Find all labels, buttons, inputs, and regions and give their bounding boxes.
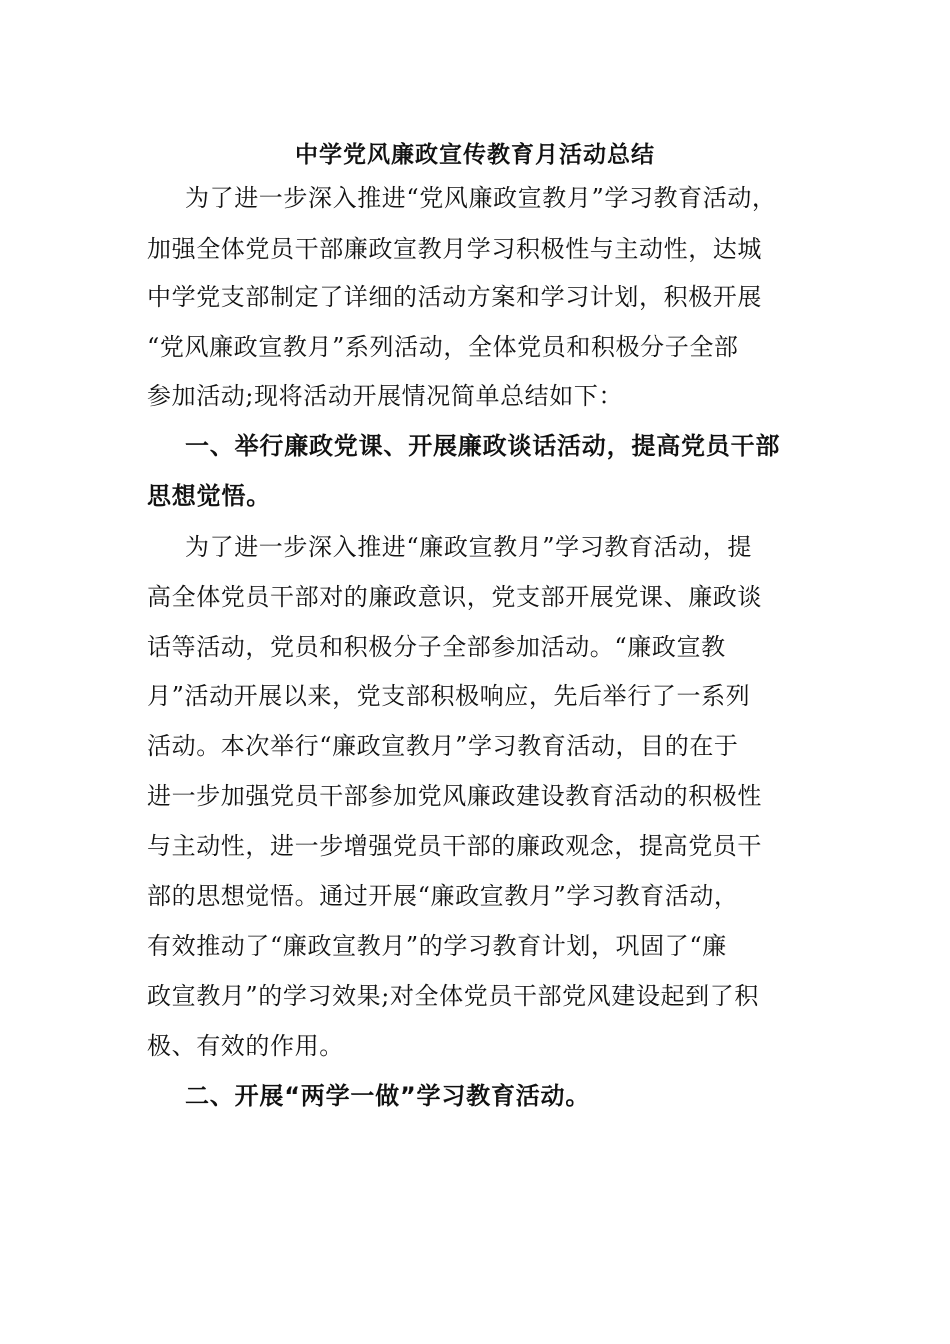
- paragraph-line: “党风廉政宣教月”系列活动，全体党员和积极分子全部: [147, 333, 739, 361]
- paragraph-line: 加强全体党员干部廉政宣教月学习积极性与主动性，达城: [147, 235, 762, 263]
- section-heading-1: 一、举行廉政党课、开展廉政谈话活动，提高党员干部: [185, 432, 781, 460]
- paragraph-line: 高全体党员干部对的廉政意识，党支部开展党课、廉政谈: [147, 583, 762, 611]
- paragraph-line: 极、有效的作用。: [147, 1032, 344, 1060]
- paragraph-line: 部的思想觉悟。通过开展“廉政宣教月”学习教育活动，: [147, 882, 739, 910]
- paragraph-line: 为了进一步深入推进“党风廉政宣教月”学习教育活动，: [185, 184, 777, 212]
- section-heading-2: 二、开展“两学一做”学习教育活动。: [185, 1082, 591, 1110]
- paragraph-line: 参加活动;现将活动开展情况简单总结如下：: [147, 382, 624, 410]
- paragraph-line: 政宣教月”的学习效果;对全体党员干部党风建设起到了积: [147, 982, 759, 1010]
- paragraph-line: 活动。本次举行“廉政宣教月”学习教育活动，目的在于: [147, 732, 739, 760]
- section-heading-1-cont: 思想觉悟。: [147, 482, 271, 510]
- paragraph-line: 为了进一步深入推进“廉政宣教月”学习教育活动，提: [185, 533, 752, 561]
- paragraph-line: 话等活动，党员和积极分子全部参加活动。“廉政宣教: [147, 633, 726, 661]
- document-title: 中学党风廉政宣传教育月活动总结: [295, 142, 655, 168]
- paragraph-line: 有效推动了“廉政宣教月”的学习教育计划，巩固了“廉: [147, 932, 727, 960]
- paragraph-line: 月”活动开展以来，党支部积极响应，先后举行了一系列: [147, 682, 751, 710]
- paragraph-line: 中学党支部制定了详细的活动方案和学习计划，积极开展: [147, 283, 762, 311]
- paragraph-line: 与主动性，进一步增强党员干部的廉政观念，提高党员干: [147, 832, 762, 860]
- paragraph-line: 进一步加强党员干部参加党风廉政建设教育活动的积极性: [147, 782, 762, 810]
